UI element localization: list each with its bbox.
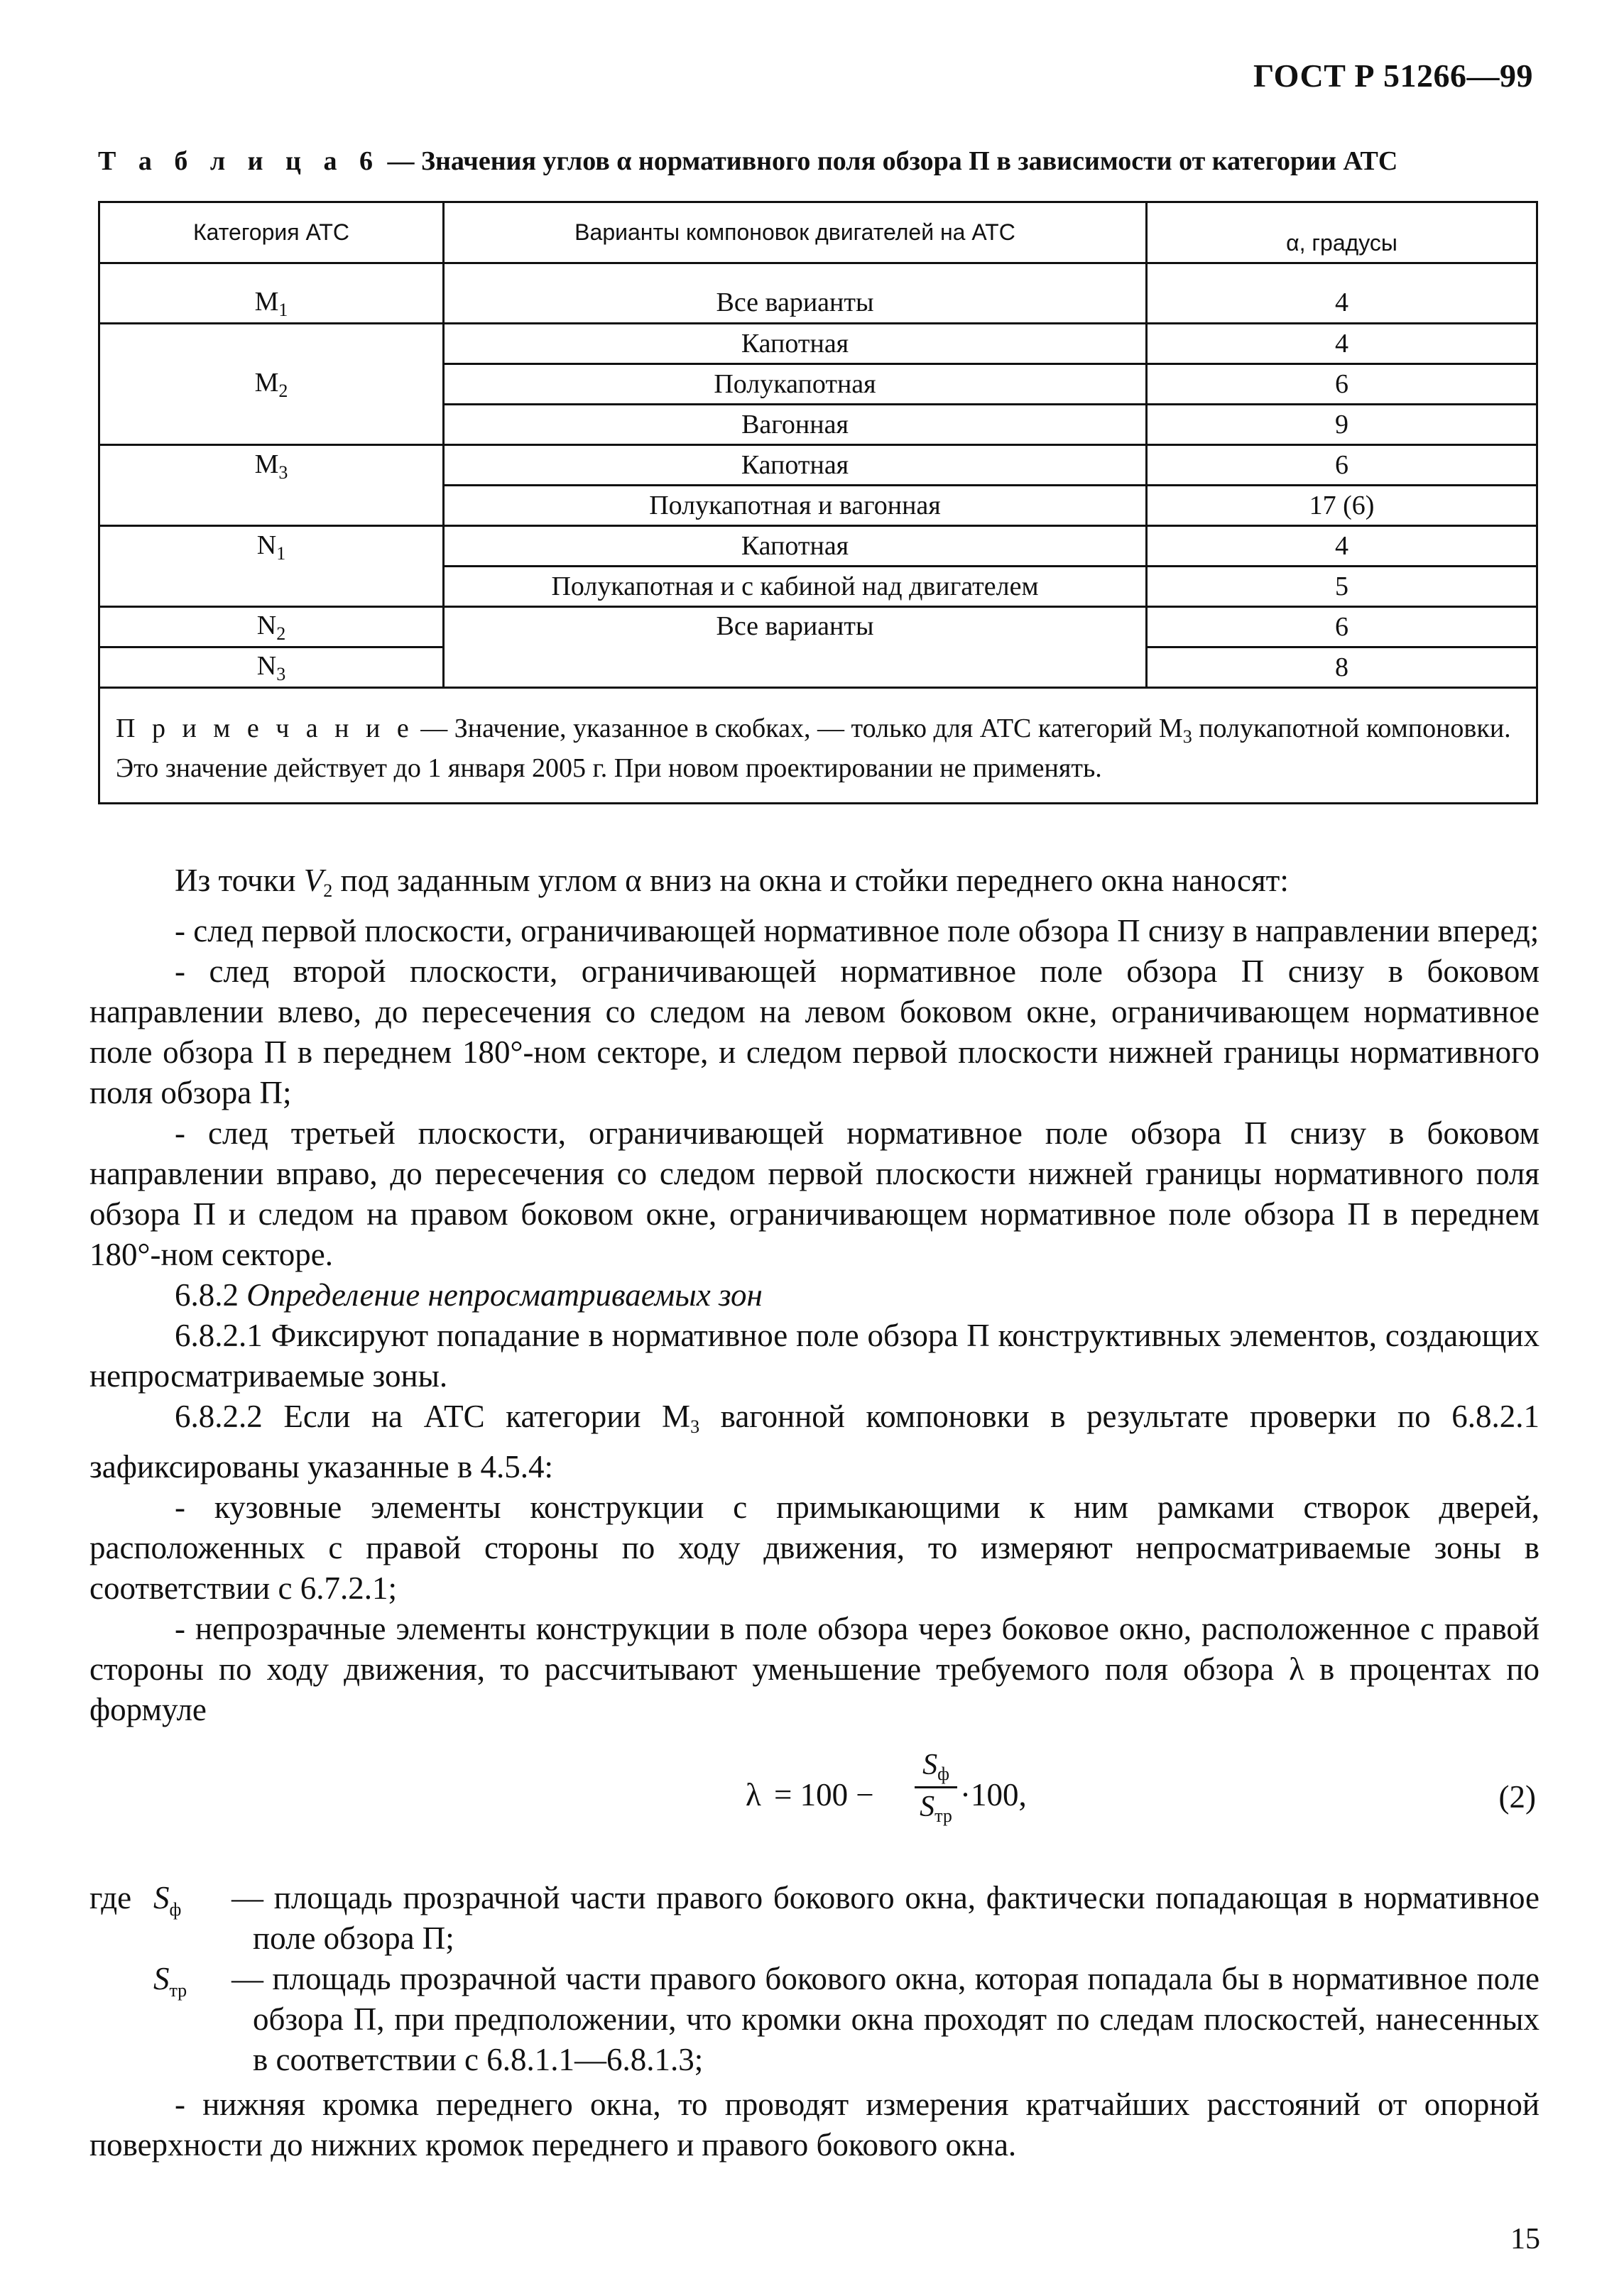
variant-cell: Вагонная bbox=[444, 405, 1147, 445]
variant-cell: Полукапотная и с кабиной над двигателем bbox=[444, 567, 1147, 607]
angle-cell: 5 bbox=[1147, 567, 1537, 607]
table-row bbox=[99, 445, 1537, 486]
variant-cell: Капотная bbox=[444, 526, 1147, 567]
angle-cell: 17 (6) bbox=[1147, 486, 1537, 526]
where-definition: — площадь прозрачной части правого бокового окна, фактически попадающая в нормативное поле обзора П; bbox=[231, 1880, 1539, 1956]
table-row bbox=[99, 607, 1537, 647]
formula-fraction bbox=[915, 1748, 957, 1827]
fraction-bar bbox=[915, 1786, 957, 1788]
paragraph: 6.8.2.2 Если на АТС категории $M_3$ вагонной компоновки в результате проверки по 6.8.2.1 зафиксированы указанные в 4.5.4: bbox=[89, 1399, 1539, 1485]
where-symbol: $S_{тр}$ bbox=[153, 1961, 187, 2001]
table-row bbox=[99, 324, 1537, 364]
paragraph: - след первой плоскости, ограничивающей нормативное поле обзора П снизу в направлении вперед; bbox=[175, 913, 1539, 949]
variant-cell: Капотная bbox=[444, 324, 1147, 364]
paragraph: - непрозрачные элементы конструкции в поле обзора через боковое окно, расположенное с правой стороны по ходу движения, то рассчитывают уменьшение требуемого поля обзора λ в процентах по формуле bbox=[89, 1611, 1539, 1727]
table-caption-text: — Значения углов α нормативного поля обзора П в зависимости от категории АТС bbox=[380, 146, 1398, 176]
paragraph: - след второй плоскости, ограничивающей нормативное поле обзора П снизу в боковом направлении влево, до пересечения со следом на левом боковом окне, ограничивающем нормативное поле обзора П в переднем 180°-ном секторе, и следом первой плоскости нижней границы нормативного поля обзора П; bbox=[89, 953, 1539, 1110]
table-spacer-row bbox=[99, 263, 1537, 283]
spacer-cell bbox=[1147, 263, 1537, 283]
angle-cell: 4 bbox=[1147, 283, 1537, 324]
category-cell: $N_1$ bbox=[99, 526, 444, 607]
variant-cell: Капотная bbox=[444, 445, 1147, 486]
where-symbol: $S_ф$ bbox=[153, 1880, 182, 1920]
variant-cell: Полукапотная и вагонная bbox=[444, 486, 1147, 526]
page-number: 15 bbox=[1510, 2223, 1540, 2256]
table-caption-label: Т а б л и ц а 6 bbox=[98, 146, 381, 176]
body-text bbox=[89, 860, 1539, 1730]
table-row bbox=[99, 283, 1537, 324]
angle-cell: 4 bbox=[1147, 324, 1537, 364]
spacer-cell bbox=[99, 263, 444, 283]
category-cell: $N_3$ bbox=[99, 647, 444, 688]
category-cell: $M_2$ bbox=[99, 324, 444, 445]
table-row bbox=[99, 526, 1537, 567]
category-cell: $M_3$ bbox=[99, 445, 444, 526]
angles-table bbox=[98, 201, 1538, 804]
table-note-row bbox=[99, 688, 1537, 804]
paragraph: Из точки $V_2$ под заданным углом α вниз на окна и стойки переднего окна наносят: bbox=[175, 863, 1289, 901]
paragraph: 6.8.2.1 Фиксируют попадание в нормативное поле обзора П конструктивных элементов, создающих непросматриваемые зоны. bbox=[89, 1318, 1539, 1394]
variant-cell: Все варианты bbox=[444, 283, 1147, 324]
header-variants: Варианты компоновок двигателей на АТС bbox=[444, 202, 1147, 263]
formula-tail: ·100, bbox=[960, 1777, 1027, 1813]
formula-denominator: Sтр bbox=[920, 1791, 952, 1826]
table-caption bbox=[98, 146, 1397, 177]
table-note: П р и м е ч а н и е — Значение, указанное в скобках, — только для АТС категорий $M_3$ полукапотной компоновки. Это значение действует до 1 января 2005 г. При новом проектировании не применять. bbox=[99, 688, 1537, 804]
header-category: Категория АТС bbox=[99, 202, 444, 263]
formula-numerator: Sф bbox=[922, 1749, 949, 1784]
variant-cell: Полукапотная bbox=[444, 364, 1147, 405]
angle-cell: 6 bbox=[1147, 607, 1537, 647]
where-row bbox=[89, 1959, 1539, 2080]
header-angle: α, градусы bbox=[1147, 202, 1537, 263]
category-cell: $M_1$ bbox=[99, 283, 444, 324]
paragraph: - след третьей плоскости, ограничивающей нормативное поле обзора П снизу в боковом направлении вправо, до пересечения со следом первой плоскости нижней границы нормативного поля обзора П и следом на правом боковом окне, ограничивающем нормативное поле обзора П в переднем 180°-ном секторе. bbox=[89, 1115, 1539, 1272]
angle-cell: 4 bbox=[1147, 526, 1537, 567]
angle-cell: 8 bbox=[1147, 647, 1537, 688]
formula bbox=[710, 1748, 1065, 1833]
where-block bbox=[89, 1878, 1539, 2080]
paragraph: - нижняя кромка переднего окна, то проводят измерения кратчайших расстояний от опорной поверхности до нижних кромок переднего и правого бокового окна. bbox=[89, 2087, 1539, 2163]
where-definition: — площадь прозрачной части правого бокового окна, которая попадала бы в нормативное поле обзора П, при предположении, что кромки окна проходят по следам плоскостей, нанесенных в соответствии с 6.8.1.1—6.8.1.3; bbox=[231, 1961, 1539, 2077]
angle-cell: 9 bbox=[1147, 405, 1537, 445]
paragraph: - кузовные элементы конструкции с примыкающими к ним рамками створок дверей, расположенных с правой стороны по ходу движения, то измеряют непросматриваемые зоны в соответствии с 6.7.2.1; bbox=[89, 1489, 1539, 1606]
table-header-row bbox=[99, 202, 1537, 263]
spacer-cell bbox=[444, 263, 1147, 283]
where-row bbox=[89, 1878, 1539, 1959]
formula-number: (2) bbox=[1498, 1779, 1536, 1815]
angle-cell: 6 bbox=[1147, 445, 1537, 486]
formula-lambda: λ bbox=[746, 1777, 761, 1813]
angle-cell: 6 bbox=[1147, 364, 1537, 405]
section-heading: 6.8.2 Определение непросматриваемых зон bbox=[175, 1277, 763, 1313]
variant-cell: Все варианты bbox=[444, 607, 1147, 688]
standard-code: ГОСТ Р 51266—99 bbox=[1253, 58, 1533, 94]
where-prefix: где bbox=[89, 1880, 132, 1915]
formula-equals: = 100 − bbox=[774, 1777, 874, 1813]
category-cell: $N_2$ bbox=[99, 607, 444, 647]
